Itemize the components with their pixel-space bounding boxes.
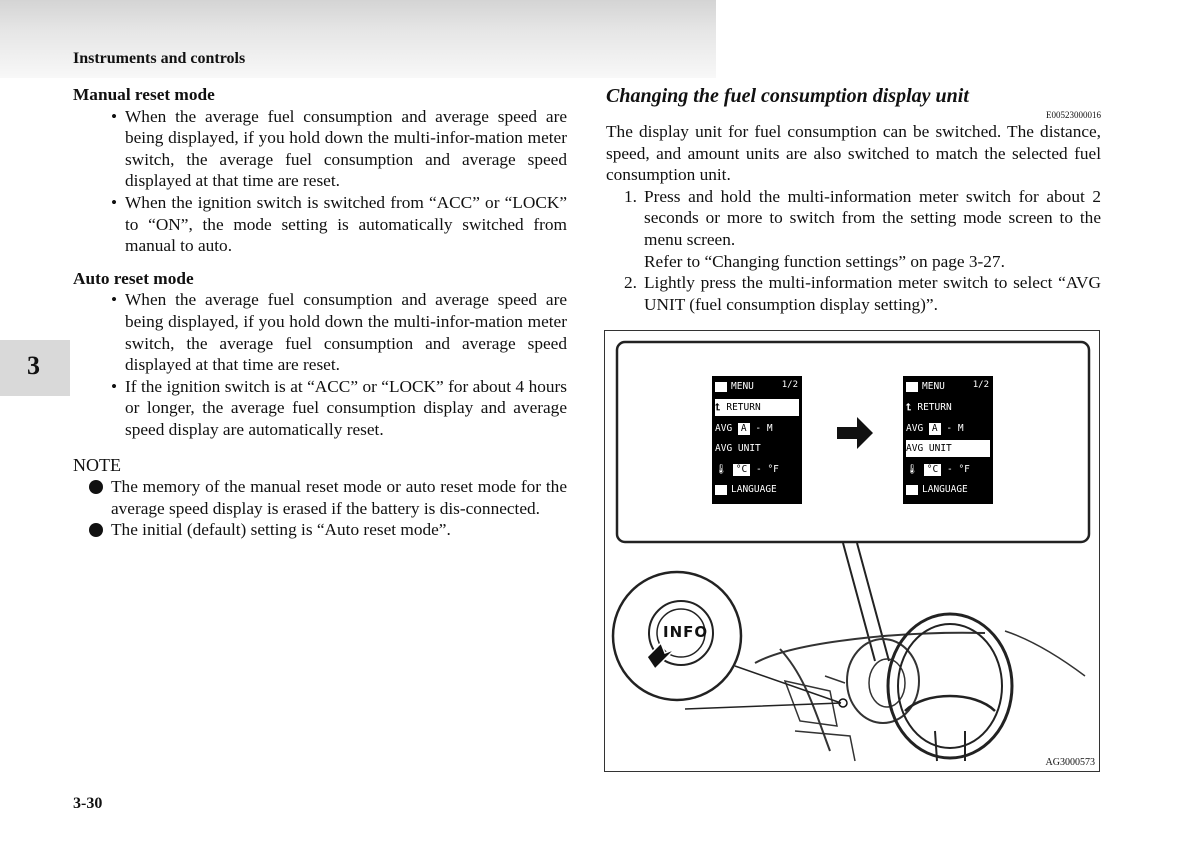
right-column [606,84,1101,315]
section-title: Instruments and controls [73,50,246,67]
thermometer-icon: 🌡 [715,464,728,475]
thermometer-icon: 🌡 [906,464,919,475]
briefcase-icon [906,382,918,392]
menu-item-language: LANGUAGE [715,481,799,498]
left-column [73,84,567,541]
menu-item-return: ⮤ RETURN [906,402,952,413]
figure-code: AG3000573 [1045,757,1095,768]
menu-item-avg-unit: AVG UNIT [715,443,761,454]
info-label: INFO [663,623,709,641]
step-item: 1. Press and hold the multi-information meter switch for about 2 seconds or more to switch from the setting mode screen to the menu screen. Refer to “Changing function settings” on page 3-27. [624,186,1101,271]
return-arrow-icon: ⮤ [906,402,912,413]
bullet-item: • When the average fuel consumption and average speed are being displayed, if you hold down the multi-infor-mation meter switch, the average fuel consumption and average speed displayed at that time are reset. [111,290,567,375]
note-label: NOTE [73,454,121,475]
language-icon [715,485,727,495]
bullet-item: • When the ignition switch is switched from “ACC” or “LOCK” to “ON”, the mode setting is automatically switched from manual to auto. [111,192,567,256]
doc-code: E00523000016 [1046,110,1101,120]
manual-reset-heading: Manual reset mode [73,85,215,104]
callout-box [617,342,1089,542]
return-arrow-icon: ⮤ [715,402,721,413]
menu-item-temp: 🌡 °C - °F [715,464,779,475]
page-reference: Refer to “Changing function settings” on page 3-27. [644,251,1005,271]
page-number: 3-30 [73,795,103,812]
menu-item-avg-unit: AVG UNIT [906,440,990,457]
menu-item-avg: AVG A - M [906,423,964,434]
step-item: 2. Lightly press the multi-information meter switch to select “AVG UNIT (fuel consumption display setting)”. [624,273,1101,314]
subsection-title: Changing the fuel consumption display unit [606,85,969,107]
screen-after: MENU 1/2 ⮤ RETURN AVG A - M AVG UNIT 🌡 °C - °F LANGUAGE [903,376,993,504]
bullet-item: • If the ignition switch is at “ACC” or “LOCK” for about 4 hours or longer, the average fuel consumption display and average speed display are automatically reset. [111,376,567,439]
menu-item-return: ⮤ RETURN [715,399,799,416]
steering-wheel [888,614,1012,758]
figure-illustration [605,331,1101,773]
note-item: The memory of the manual reset mode or auto reset mode for the average speed display is erased if the battery is dis-connected. [73,476,567,519]
bullet-item: • When the average fuel consumption and average speed are being displayed, if you hold down the multi-infor-mation meter switch, the average fuel consumption and average speed displayed at that time are reset. [111,106,567,191]
language-icon [906,485,918,495]
chapter-number: 3 [27,351,40,380]
note-item: The initial (default) setting is “Auto reset mode”. [73,519,567,541]
menu-item-avg: AVG A - M [715,423,773,434]
auto-reset-heading: Auto reset mode [73,268,194,288]
menu-item-language: LANGUAGE [906,481,990,498]
screen-before: MENU 1/2 ⮤ RETURN AVG A - M AVG UNIT 🌡 °C - °F LANGUAGE [712,376,802,504]
briefcase-icon [715,382,727,392]
intro-paragraph: The display unit for fuel consumption can be switched. The distance, speed, and amount units are also switched to match the selected fuel consumption unit. [606,122,1101,185]
menu-item-temp: 🌡 °C - °F [906,464,970,475]
figure [604,330,1100,772]
